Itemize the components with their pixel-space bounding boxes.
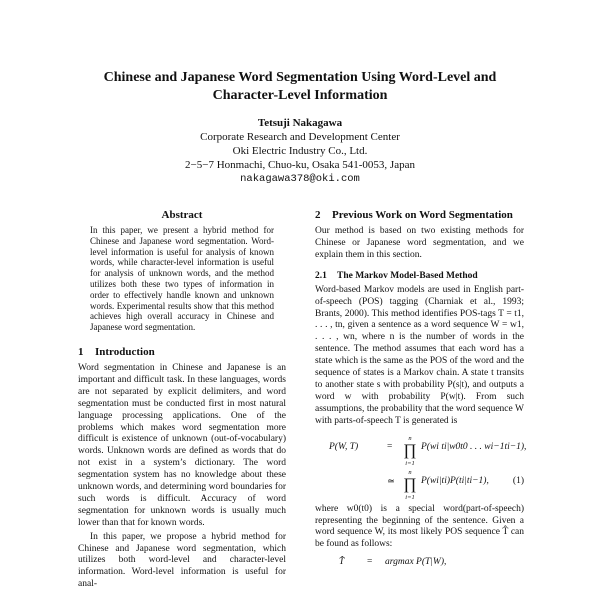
equation-1-line-2 bbox=[315, 468, 524, 501]
equation-rhs: P(wi ti|w0t0 . . . wi−1ti−1), bbox=[421, 441, 527, 452]
product-operator bbox=[403, 468, 417, 502]
paper-title: Chinese and Japanese Word Segmentation Using Word-Level and Character-Level Information bbox=[103, 70, 497, 103]
intro-paragraph-2: In this paper, we propose a hybrid method for Chinese and Japanese word segmentation, which utilizes both word-level and character-level information. Word-level information is useful for anal- bbox=[78, 531, 286, 590]
section-number: 2 bbox=[315, 209, 321, 221]
section-title: Introduction bbox=[95, 345, 155, 358]
equation-1-line-1 bbox=[315, 434, 527, 467]
previous-work-paragraph: Our method is based on two existing methods for Chinese or Japanese word segmentation, and we explain them in this section. bbox=[315, 226, 524, 260]
intro-paragraph-1: Word segmentation in Chinese and Japanese is an important and difficult task. In these languages, words are not separated by explicit delimiters, and word segmentation must be conducted first in most natural language processing applications. One of the problems which makes word segmentation more difficult is existence of unknown (out-of-vocabulary) words. Unknown words are defined as words that do not exist in a system’s dictionary. The word segmentation system has no knowledge about these unknown words, and determining word boundaries for such words is difficult. Accuracy of word segmentation for unknown words is usually much lower than that for known words. bbox=[78, 362, 286, 528]
equation-lhs: P(W, T) bbox=[329, 441, 359, 452]
subsection-heading-markov bbox=[315, 270, 524, 282]
equation-rhs: P(wi|ti)P(ti|ti−1), bbox=[421, 475, 489, 486]
markov-paragraph-2: where w0(t0) is a special word(part-of-speech) representing the beginning of the sentence. Given a word sequence W, its most likely POS sequence T̂ can be found as follows: bbox=[315, 503, 524, 550]
abstract-heading: Abstract bbox=[161, 209, 203, 221]
equation-number: (1) bbox=[512, 475, 524, 486]
product-operator bbox=[403, 434, 417, 468]
product-symbol: ∏ bbox=[403, 475, 417, 493]
equation-relation: ≃ bbox=[387, 476, 395, 487]
author-affiliation-1: Corporate Research and Development Center bbox=[200, 131, 400, 143]
left-column bbox=[78, 208, 286, 591]
subsection-title: The Markov Model-Based Method bbox=[337, 270, 478, 281]
equation-2 bbox=[315, 557, 524, 577]
product-symbol: ∏ bbox=[403, 441, 417, 459]
product-upper-limit: n bbox=[408, 468, 412, 476]
product-upper-limit: n bbox=[408, 434, 412, 442]
author-name: Tetsuji Nakagawa bbox=[257, 117, 343, 129]
abstract-text: In this paper, we present a hybrid method for Chinese and Japanese word segmentation. Word-level information is useful for analysis of known words, while character-level information is useful for analysis of unknown words, and the method utilizes both these two types of information in order to effectively handle known and unknown words. Experimental results show that this method achieves high overall accuracy in Chinese and Japanese word segmentation. bbox=[90, 225, 274, 333]
product-lower-limit: i=1 bbox=[405, 493, 415, 501]
subsection-number: 2.1 bbox=[315, 270, 327, 281]
right-column bbox=[315, 208, 527, 577]
section-title: Previous Work on Word Segmentation bbox=[332, 209, 513, 221]
equation-rhs: argmax P(T|W), bbox=[385, 557, 447, 568]
product-lower-limit: i=1 bbox=[405, 459, 415, 467]
author-email: nakagawa378@oki.com bbox=[240, 173, 360, 185]
equation-relation: = bbox=[367, 557, 373, 568]
author-affiliation-2: Oki Electric Industry Co., Ltd. bbox=[232, 145, 368, 157]
markov-paragraph-1: Word-based Markov models are used in English part-of-speech (POS) tagging (Charniak et al., 1993; Brants, 2000). This method identifies POS-tags T = t1, . . . , tn, given a sentence as a word sequence W = w1, . . . , wn, where n is the number of words in the sentence. The method assumes that each word has a state which is the same as the POS of the word and the sequence of states is a Markov chain. A state t transits to another state s with probability P(s|t), and outputs a word w with probability P(w|t). From such assumptions, the probability that the word sequence W with parts-of-speech T is generated is bbox=[315, 284, 524, 426]
equation-lhs: T̂ bbox=[339, 557, 345, 568]
equation-1 bbox=[315, 434, 527, 501]
section-heading-introduction bbox=[78, 345, 286, 359]
equation-relation: = bbox=[387, 441, 393, 452]
author-block bbox=[100, 116, 500, 186]
section-heading-previous-work bbox=[315, 208, 524, 222]
author-address: 2−5−7 Honmachi, Chuo-ku, Osaka 541-0053, Japan bbox=[185, 159, 415, 171]
section-number: 1 bbox=[78, 345, 84, 358]
